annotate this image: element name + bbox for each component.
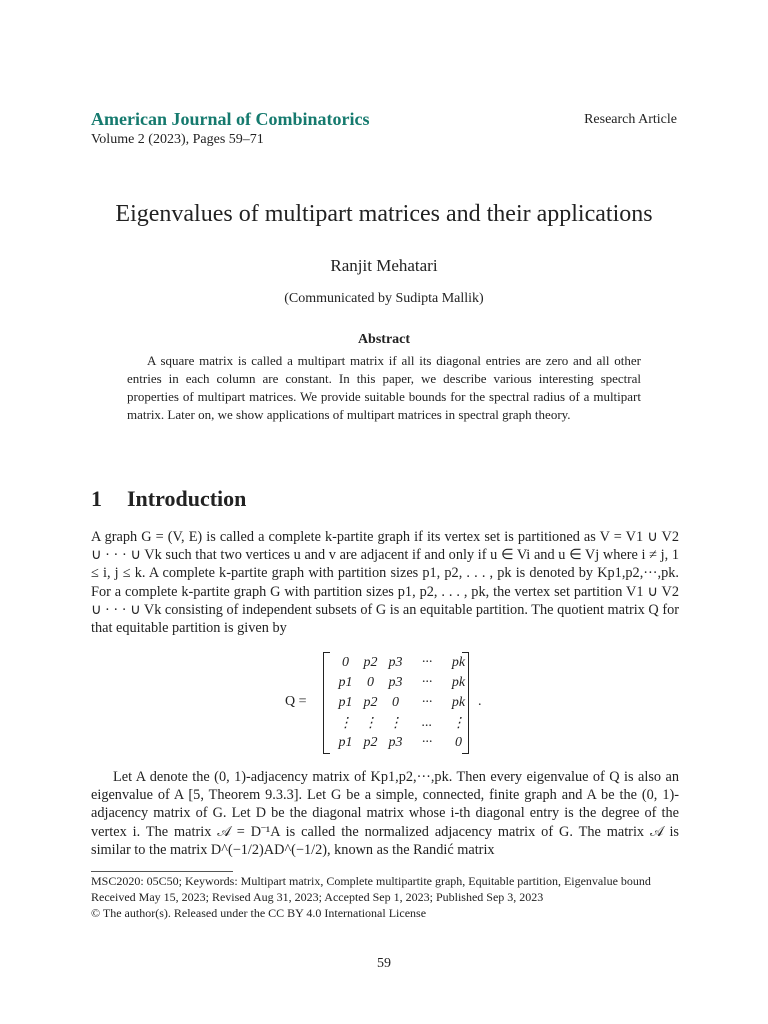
matrix-cell: p3 — [388, 655, 403, 670]
matrix-cell: ⋮ — [451, 715, 466, 731]
abstract-heading: Abstract — [357, 332, 411, 347]
matrix-cell: p2 — [363, 695, 378, 710]
matrix-cell: pk — [451, 675, 466, 690]
paragraph-text: Let A denote the (0, 1)-adjacency matrix of Kp1,p2,···,pk. Then every eigenvalue of Q is also an eigenvalue of A [5, Theorem 9.3.3]. Let G be a simple, connected, finite graph and A be the (0, 1)-adjacency matrix of G. Let D be the diagonal matrix whose i-th diagonal entry is the degree of the vertex i. The matrix 𝒜 = D⁻¹A is called the normalized adjacency matrix of G. The matrix 𝒜 is similar to the matrix D^(−1/2)AD^(−1/2), known as the Randić matrix — [91, 769, 679, 858]
matrix-cell: ··· — [421, 655, 433, 670]
section-number: 1 — [91, 486, 102, 511]
right-bracket — [462, 652, 469, 754]
matrix-row — [333, 733, 471, 753]
paragraph-text: A graph G = (V, E) is called a complete k-partite graph if its vertex set is partitioned as V = V1 ∪ V2 ∪ · · · ∪ Vk such that two vertices u and v are adjacent if and only if u ∈ Vi and u ∈ Vj where i ≠ j, 1 ≤ i, j ≤ k. A complete k-partite graph with partition sizes p1, p2, . . . , pk is denoted by Kp1,p2,···,pk. For a complete k-partite graph G with partition sizes p1, p2, . . . , pk, the vertex set partition V1 ∪ V2 ∪ · · · ∪ Vk consisting of independent subsets of G is an equitable partition. The quotient matrix Q for that equitable partition is given by — [91, 529, 679, 637]
equation-period: . — [478, 694, 482, 709]
footnote-rule — [91, 871, 233, 872]
section-heading — [91, 486, 246, 512]
matrix-cell: p1 — [338, 695, 353, 710]
paper-title: Eigenvalues of multipart matrices and their applications — [115, 201, 653, 227]
matrix-cell: p3 — [388, 675, 403, 690]
footnote — [91, 873, 681, 921]
journal-name: American Journal of Combinatorics — [91, 109, 370, 129]
matrix-cell: p3 — [388, 735, 403, 750]
matrix-table — [333, 653, 471, 753]
matrix-cell: 0 — [392, 695, 399, 710]
abstract-text: A square matrix is called a multipart matrix if all its diagonal entries are zero and all other entries in each column are constant. In this paper, we describe various interesting spectral properties of multipart matrices. We provide suitable bounds for the spectral radius of a multipart matrix. Later on, we show applications of multipart matrices in spectral graph theory. — [127, 353, 641, 422]
volume-info: Volume 2 (2023), Pages 59–71 — [91, 132, 264, 147]
footnote-dates: Received May 15, 2023; Revised Aug 31, 2023; Accepted Sep 1, 2023; Published Sep 3, 2023 — [91, 890, 544, 904]
matrix-row — [333, 673, 471, 693]
equation-lhs: Q = — [285, 694, 307, 709]
matrix-cell: ... — [421, 715, 433, 730]
footnote-msc: MSC2020: 05C50; Keywords: Multipart matrix, Complete multipartite graph, Equitable partition, Eigenvalue bound — [91, 874, 651, 888]
matrix-row — [333, 713, 471, 733]
matrix-cell: p2 — [363, 735, 378, 750]
matrix-row — [333, 693, 471, 713]
matrix-cell: 0 — [455, 735, 462, 750]
matrix-cell: ⋮ — [338, 715, 353, 731]
matrix-cell: ··· — [421, 695, 433, 710]
intro-paragraph-2 — [91, 768, 679, 859]
matrix-cell: p1 — [338, 675, 353, 690]
matrix-cell: p2 — [363, 655, 378, 670]
quotient-matrix-equation — [285, 649, 495, 757]
matrix-cell: ⋮ — [388, 715, 403, 731]
matrix-cell: 0 — [342, 655, 349, 670]
matrix-cell: ⋮ — [363, 715, 378, 731]
matrix-cell: ··· — [421, 735, 433, 750]
left-bracket — [323, 652, 330, 754]
matrix-row — [333, 653, 471, 673]
matrix-cell: 0 — [367, 675, 374, 690]
matrix-cell: pk — [451, 655, 466, 670]
article-type: Research Article — [584, 112, 677, 127]
matrix-cell: ··· — [421, 675, 433, 690]
matrix-cell: p1 — [338, 735, 353, 750]
matrix-cell: pk — [451, 695, 466, 710]
footnote-license: © The author(s). Released under the CC BY 4.0 International License — [91, 906, 427, 920]
page-number: 59 — [377, 956, 391, 971]
intro-paragraph-1 — [91, 528, 679, 637]
author-name: Ranjit Mehatari — [330, 256, 438, 275]
communicated-by: (Communicated by Sudipta Mallik) — [284, 291, 484, 306]
section-title: Introduction — [127, 486, 247, 511]
